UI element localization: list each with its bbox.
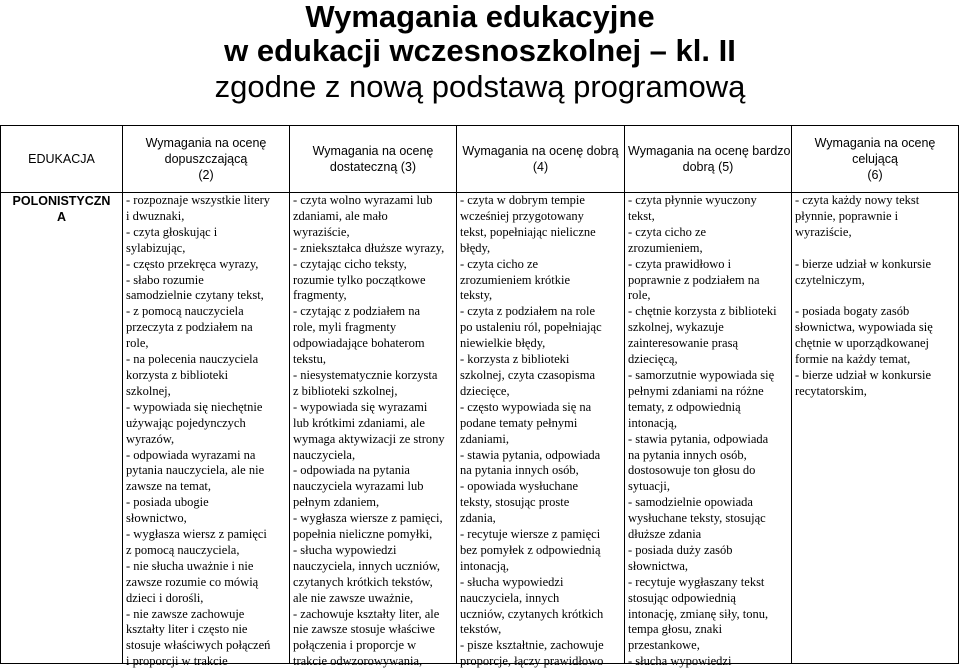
text-line: - często wypowiada się na (460, 399, 592, 414)
text-line: wyraziście, (795, 224, 852, 239)
text-line: role, (126, 336, 149, 351)
text-line (795, 241, 955, 257)
text-line: - wygłasza wiersze z pamięci, (293, 511, 443, 526)
text-line: - wygłasza wiersz z pamięci (126, 527, 267, 542)
text-line: - posiada bogaty zasób (795, 304, 910, 319)
text-line: szkolnej, wykazuje (628, 320, 724, 335)
text-line: pełnym zdaniem, (293, 495, 380, 510)
text-line: nauczyciela, innych uczniów, (293, 558, 441, 573)
text-line: dopuszczającą (164, 152, 248, 166)
text-line: czytelniczym, (795, 272, 865, 287)
text-line: i proporcji w trakcie (126, 654, 228, 669)
page-title-line-1: Wymagania edukacyjne (305, 0, 655, 34)
text-line: wyraziście, (293, 224, 350, 239)
text-line: - recytuje wygłaszany tekst (628, 574, 765, 589)
text-line: pytania nauczyciela, ale nie (126, 463, 265, 478)
text-line: na pytania innych osób, (628, 447, 747, 462)
text-line: zdaniami, (460, 431, 509, 446)
text-line: zrozumieniem krótkie (460, 272, 571, 287)
text-line: - wypowiada się wyrazami (293, 399, 428, 414)
text-line: role, (628, 288, 651, 303)
text-line: trakcie odwzorowywania, (293, 654, 423, 669)
text-line: stosuje właściwych połączeń (126, 638, 271, 653)
text-line: - samorzutnie wypowiada się (628, 367, 775, 382)
text-line: - wypowiada się niechętnie (126, 399, 263, 414)
text-line: kształty liter i często nie (126, 622, 248, 637)
text-line: zainteresowanie prasą (628, 336, 739, 351)
text-line: po ustaleniu ról, popełniając (460, 320, 602, 335)
text-line: dobrą (5) (682, 160, 734, 174)
text-line: lub krótkimi zdaniami, ale (293, 415, 425, 430)
text-line: zdaniami, ale mało (293, 208, 388, 223)
text-line: rozumie tylko początkowe (293, 272, 426, 287)
text-line: połączenia i proporcje w (293, 638, 417, 653)
text-line: - zachowuje kształty liter, ale (293, 606, 440, 621)
grade-2-requirements (123, 193, 290, 669)
text-line: tekstu, (293, 352, 326, 367)
text-line: popełnia nieliczne pomyłki, (293, 527, 433, 542)
text-line: słownictwo, (126, 511, 187, 526)
text-line: nauczyciela, (293, 447, 356, 462)
text-line: - posiada duży zasób (628, 542, 733, 557)
text-line: role, myli fragmenty (293, 320, 397, 335)
text-line: - opowiada wysłuchane (460, 479, 579, 494)
text-line: - czyta cicho ze (460, 256, 539, 271)
text-line: - nie słucha uważnie i nie (126, 558, 254, 573)
text-line: (6) (867, 168, 883, 182)
text-line: (4) (532, 160, 549, 174)
text-line: sytuacji, (628, 479, 671, 494)
text-line: - słucha wypowiedzi (460, 574, 564, 589)
text-line: - czyta wolno wyrazami lub (293, 193, 433, 207)
text-line: - często przekręca wyrazy, (126, 256, 259, 271)
text-line: tekst, (628, 208, 655, 223)
text-line: - odpowiada na pytania (293, 463, 410, 478)
text-line: wyrazów, (126, 431, 175, 446)
text-line: Wymagania na ocenę bardzo (628, 144, 791, 158)
text-line: A (56, 210, 67, 224)
text-line: zawsze rozumie co mówią (126, 574, 259, 589)
text-line: - samodzielnie opowiada (628, 495, 753, 510)
text-line: wcześniej przygotowany (460, 208, 584, 223)
text-line: proporcje, łączy prawidłowo (460, 654, 604, 669)
text-line: intonacją, (628, 415, 677, 430)
text-line: - posiada ubogie (126, 495, 209, 510)
header-grade-6 (792, 126, 959, 193)
grade-3-requirements (290, 193, 457, 669)
text-line: przeczyta z podziałem na (126, 320, 253, 335)
text-line: poprawnie z podziałem na (628, 272, 760, 287)
text-line: - recytuje wiersze z pamięci (460, 527, 601, 542)
header-grade-5 (625, 126, 792, 193)
text-line: - słucha wypowiedzi (628, 654, 732, 669)
header-grade-4 (457, 126, 625, 193)
text-line: - czyta prawidłowo i (628, 256, 732, 271)
text-line: chętnie w uporządkowanej (795, 336, 929, 351)
text-line: - stawia pytania, odpowiada (628, 431, 769, 446)
row-polonistyczna (1, 193, 959, 664)
text-line: zawsze na temat, (126, 479, 212, 494)
text-line: Wymagania na ocenę (312, 144, 434, 158)
text-line: płynnie, poprawnie i (795, 208, 899, 223)
text-line: - bierze udział w konkursie (795, 367, 932, 382)
text-line: - czyta każdy nowy tekst (795, 193, 920, 207)
text-line: słownictwa, (628, 558, 689, 573)
text-line: dziecięce, (460, 383, 510, 398)
grade-5-requirements (625, 193, 792, 669)
text-line: teksty, stosując proste (460, 495, 570, 510)
text-line: używając pojedynczych (126, 415, 246, 430)
text-line: Wymagania na ocenę (814, 136, 936, 150)
text-line: - na polecenia nauczyciela (126, 352, 259, 367)
text-line: z pomocą nauczyciela, (126, 542, 240, 557)
text-line: - czytając z podziałem na (293, 304, 421, 319)
text-line: recytatorskim, (795, 383, 867, 398)
text-line: - niesystematycznie korzysta (293, 367, 438, 382)
text-line: i dwuznaki, (126, 208, 185, 223)
text-line: - nie zawsze zachowuje (126, 606, 245, 621)
text-line: zrozumieniem, (628, 240, 703, 255)
text-line: błędy, (460, 240, 491, 255)
text-line: dostateczną (3) (329, 160, 417, 174)
text-line: - odpowiada wyrazami na (126, 447, 256, 462)
grade-4-requirements (457, 193, 625, 669)
subject-cell (1, 193, 123, 664)
text-line: na pytania innych osób, (460, 463, 579, 478)
text-line: - rozpoznaje wszystkie litery (126, 193, 271, 207)
text-line: dłuższe zdania (628, 527, 702, 542)
text-line: - czytając cicho teksty, (293, 256, 407, 271)
text-line: - chętnie korzysta z biblioteki (628, 304, 777, 319)
header-row (1, 126, 959, 193)
text-line: intonacją, (460, 558, 509, 573)
text-line: fragmenty, (293, 288, 347, 303)
text-line: intonację, zmianę siły, tonu, (628, 606, 769, 621)
text-line: tekstów, (460, 622, 502, 637)
header-edukacja: EDUKACJA (1, 126, 123, 193)
header-grade-2 (123, 126, 290, 193)
text-line: Wymagania na ocenę (145, 136, 267, 150)
text-line (795, 288, 955, 304)
text-line: słownictwa, wypowiada się (795, 320, 933, 335)
text-line: podane tematy pełnymi (460, 415, 578, 430)
text-line: niewielkie błędy, (460, 336, 546, 351)
text-line: czytanych krótkich tekstów, (293, 574, 433, 589)
text-line: przestankowe, (628, 638, 700, 653)
header-grade-3 (290, 126, 457, 193)
text-line: sylabizując, (126, 240, 186, 255)
requirements-table (0, 125, 959, 669)
text-line: - czyta płynnie wyuczony (628, 193, 757, 207)
text-line: dostosowuje ton głosu do (628, 463, 756, 478)
grade-6-requirements (792, 193, 959, 664)
text-line: - zniekształca dłuższe wyrazy, (293, 240, 445, 255)
text-line: nie zawsze stosuje właściwe (293, 622, 435, 637)
text-line: - bierze udział w konkursie (795, 256, 932, 271)
text-line: - słabo rozumie (126, 272, 204, 287)
text-line: formie na każdy temat, (795, 352, 911, 367)
text-line: (2) (198, 168, 214, 182)
text-line: ale nie zawsze uważnie, (293, 590, 414, 605)
text-line: wysłuchane teksty, stosując (628, 511, 766, 526)
text-line: Wymagania na ocenę dobrą (462, 144, 619, 158)
text-line: dziecięcą, (628, 352, 678, 367)
text-line: szkolnej, czyta czasopisma (460, 367, 596, 382)
text-line: tekst, popełniając nieliczne (460, 224, 596, 239)
text-line: - czyta w dobrym tempie (460, 193, 585, 207)
text-line: wymaga aktywizacji ze strony (293, 431, 445, 446)
text-line: celującą (852, 152, 898, 166)
text-line: tempa głosu, znaki (628, 622, 723, 637)
text-line: zdania, (460, 511, 496, 526)
text-line: z biblioteki szkolnej, (293, 383, 398, 398)
text-line: szkolnej, (126, 383, 171, 398)
text-line: - korzysta z biblioteki (460, 352, 570, 367)
page-subtitle: zgodne z nową podstawą programową (214, 69, 746, 104)
text-line: stosując odpowiednią (628, 590, 736, 605)
text-line: dzieci i dorośli, (126, 590, 204, 605)
text-line: - słucha wypowiedzi (293, 542, 397, 557)
text-line: uczniów, czytanych krótkich (460, 606, 604, 621)
page-title-line-2: w edukacji wczesnoszkolnej – kl. II (224, 33, 736, 68)
text-line: - stawia pytania, odpowiada (460, 447, 601, 462)
text-line: POLONISTYCZN (12, 194, 111, 208)
text-line: samodzielnie czytany tekst, (126, 288, 264, 303)
text-line: - czyta z podziałem na role (460, 304, 595, 319)
text-line: pełnymi zdaniami na różne (628, 383, 764, 398)
text-line: - czyta głoskując i (126, 224, 218, 239)
text-line: bez pomyłek z odpowiednią (460, 542, 601, 557)
text-line: - z pomocą nauczyciela (126, 304, 244, 319)
text-line: odpowiadające bohaterom (293, 336, 425, 351)
text-line: - pisze kształtnie, zachowuje (460, 638, 604, 653)
text-line: tematy, z odpowiednią (628, 399, 741, 414)
text-line: teksty, (460, 288, 493, 303)
text-line: korzysta z biblioteki (126, 367, 229, 382)
text-line: nauczyciela, innych (460, 590, 560, 605)
text-line: nauczyciela wyrazami lub (293, 479, 424, 494)
text-line: - czyta cicho ze (628, 224, 707, 239)
